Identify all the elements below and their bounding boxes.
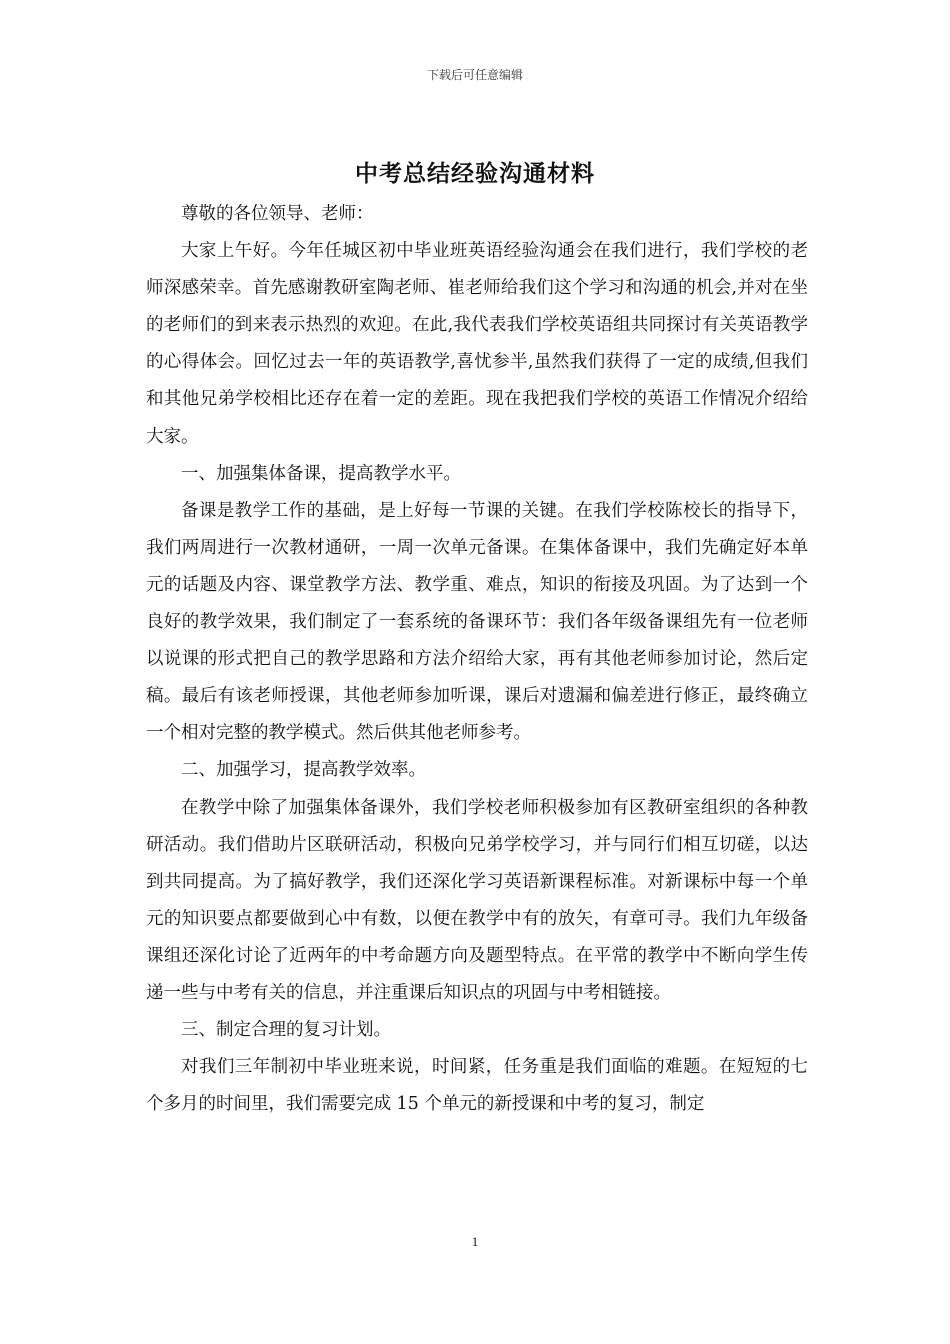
intro-paragraph: 大家上午好。今年任城区初中毕业班英语经验沟通会在我们进行，我们学校的老师深感荣幸。首先感谢教研室陶老师、崔老师给我们这个学习和沟通的机会,并对在坐的老师们的到来表示热烈的欢迎。在此,我代表我们学校英语组共同探讨有关英语教学的心得体会。回忆过去一年的英语教学,喜忧参半,虽然我们获得了一定的成绩,但我们和其他兄弟学校相比还存在着一定的差距。现在我把我们学校的英语工作情况介绍给大家。 — [146, 241, 808, 447]
salutation-paragraph: 尊敬的各位领导、老师： — [181, 204, 374, 224]
section-heading-1: 一、加强集体备课，提高教学水平。 — [181, 463, 461, 484]
section-3-paragraph: 对我们三年制初中毕业班来说，时间紧，任务重是我们面临的难题。在短短的七个多月的时间里，我们需要完成 15 个单元的新授课和中考的复习，制定 — [146, 1057, 808, 1115]
section-heading-3: 三、制定合理的复习计划。 — [181, 1020, 391, 1041]
document-body — [146, 196, 808, 1123]
page-number: 1 — [471, 1234, 479, 1249]
section-heading-2: 二、加强学习，提高教学效率。 — [181, 760, 426, 781]
section-1-paragraph: 备课是教学工作的基础，是上好每一节课的关键。在我们学校陈校长的指导下，我们两周进行一次教材通研，一周一次单元备课。在集体备课中，我们先确定好本单元的话题及内容、课堂教学方法、教学重、难点，知识的衔接及巩固。为了达到一个良好的教学效果，我们制定了一套系统的备课环节：我们各年级备课组先有一位老师以说课的形式把自己的教学思路和方法介绍给大家，再有其他老师参加讨论，然后定稿。最后有该老师授课，其他老师参加听课，课后对遗漏和偏差进行修正，最终确立一个相对完整的教学模式。然后供其他老师参考。 — [146, 500, 808, 744]
document-title: 中考总结经验沟通材料 — [355, 161, 595, 187]
page-header-note: 下载后可任意编辑 — [426, 68, 523, 82]
section-2-paragraph: 在教学中除了加强集体备课外，我们学校老师积极参加有区教研室组织的各种教研活动。我们借助片区联研活动，积极向兄弟学校学习，并与同行们相互切磋，以达到共同提高。为了搞好教学，我们还深化学习英语新课程标准。对新课标中每一个单元的知识要点都要做到心中有数，以便在教学中有的放矢，有章可寻。我们九年级备课组还深化讨论了近两年的中考命题方向及题型特点。在平常的教学中不断向学生传递一些与中考有关的信息，并注重课后知识点的巩固与中考相链接。 — [146, 797, 808, 1003]
